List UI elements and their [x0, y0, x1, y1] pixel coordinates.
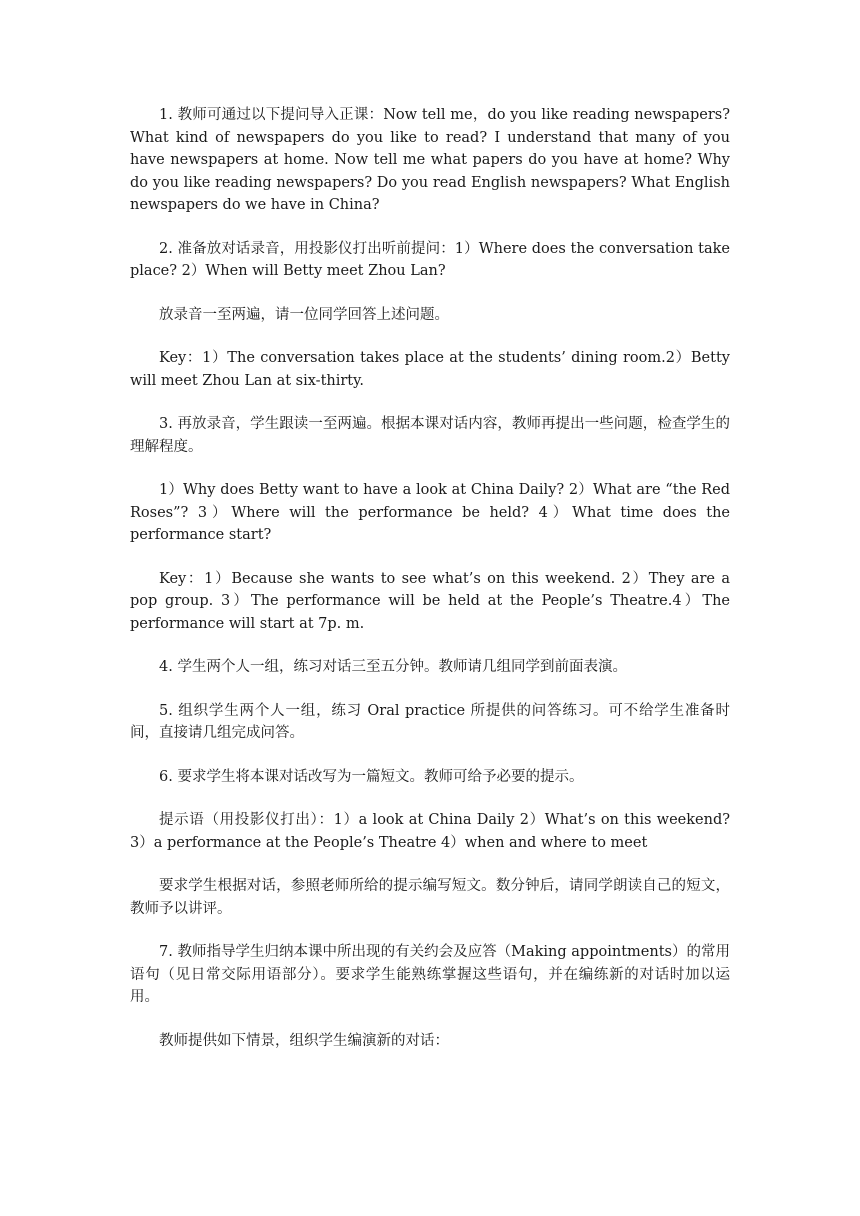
paragraph-key-2: Key：1）Because she wants to see what’s on this weekend. 2）They are a pop group. 3）The performance will be held at the People’s Theatre.4）The performance will start at 7p. m. — [130, 570, 730, 632]
paragraph-step-3: 3. 再放录音，学生跟读一至两遍。根据本课对话内容，教师再提出一些问题，检查学生的理解程度。 — [130, 416, 730, 455]
paragraph-step-4: 4. 学生两个人一组，练习对话三至五分钟。教师请几组同学到前面表演。 — [159, 659, 627, 675]
paragraph-prompts: 提示语（用投影仪打出）：1）a look at China Daily 2）What’s on this weekend? 3）a performance at the People’s Theatre 4）when and where to meet — [130, 812, 730, 851]
paragraph-step-6: 6. 要求学生将本课对话改写为一篇短文。教师可给予必要的提示。 — [159, 768, 584, 785]
paragraph-step-2: 2. 准备放对话录音，用投影仪打出听前提问：1）Where does the conversation take place? 2）When will Betty meet Zhou Lan? — [130, 240, 730, 279]
paragraph-step-7: 7. 教师指导学生归纳本课中所出现的有关约会及应答（Making appointments）的常用语句（见日常交际用语部分）。要求学生能熟练掌握这些语句，并在编练新的对话时加以运用。 — [130, 944, 730, 1005]
paragraph-step-1: 1. 教师可通过以下提问导入正课：Now tell me，do you like reading newspapers? What kind of newspapers do you like to read? I understand that many of you have newspapers at home. Now tell me what papers do you have at home? Why do you like reading newspapers? Do you read English newspapers? What English newspapers do we have in China? — [130, 107, 730, 213]
paragraph-step-5: 5. 组织学生两个人一组，练习 Oral practice 所提供的问答练习。可不给学生准备时间，直接请几组完成问答。 — [130, 702, 730, 741]
paragraph-play-recording: 放录音一至两遍，请一位同学回答上述问题。 — [159, 306, 449, 323]
document-body — [130, 104, 730, 1073]
paragraph-scenario: 教师提供如下情景，组织学生编演新的对话： — [159, 1032, 449, 1049]
paragraph-write-essay: 要求学生根据对话，参照老师所给的提示编写短文。数分钟后，请同学朗读自己的短文，教师予以讲评。 — [130, 878, 730, 917]
paragraph-key-1: Key：1）The conversation takes place at the students’ dining room.2）Betty will meet Zhou Lan at six-thirty. — [130, 350, 730, 389]
paragraph-questions: 1）Why does Betty want to have a look at China Daily? 2）What are “the Red Roses”? 3）Where will the performance be held? 4）What time does the performance start? — [130, 482, 730, 543]
